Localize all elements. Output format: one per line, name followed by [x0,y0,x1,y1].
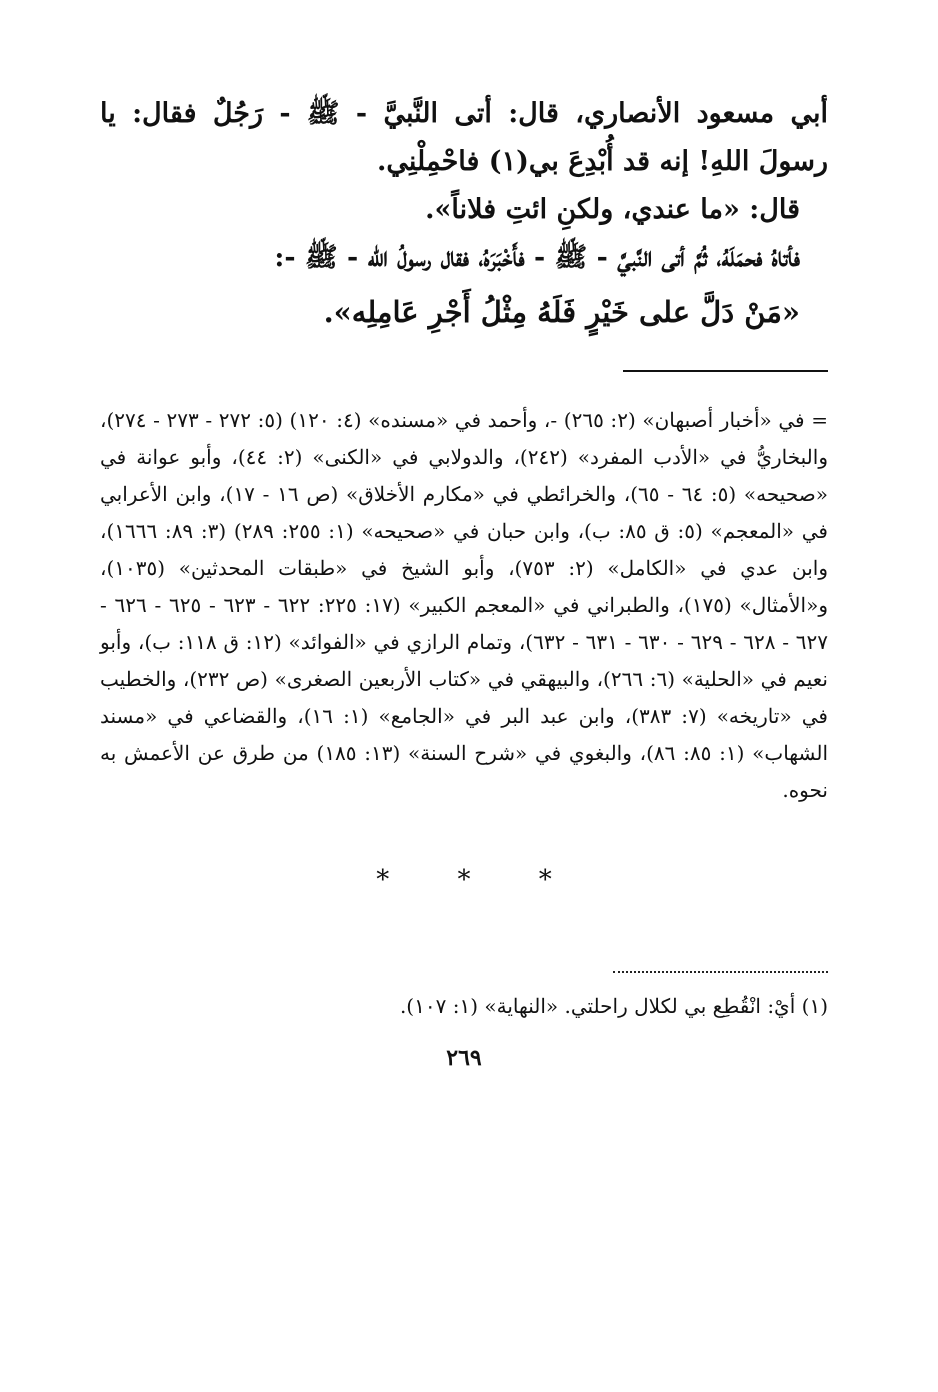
asterisk-icon: * [376,865,390,895]
hadith-intro-paragraph: أبي مسعود الأنصاري، قال: أتى النَّبيَّ - ﷺ - رَجُلٌ فقال: يا رسولَ اللهِ! إنه قد أُبْدِعَ بي(١) فاحْمِلْنِي. [100,98,828,177]
takhrij-footnote: = في «أخبار أصبهان» (٢: ٢٦٥) -، وأحمد في «مسنده» (٤: ١٢٠) (٥: ٢٧٢ - ٢٧٣ - ٢٧٤)، والبخاريُّ في «الأدب المفرد» (٢٤٢)، والدولابي في «الكنى» (٢: ٤٤)، وأبو عوانة في «صحيحه» (٥: ٦٤ - ٦٥)، والخرائطي في «مكارم الأخلاق» (ص ١٦ - ١٧)، وابن الأعرابي في «المعجم» (٥: ق ٨٥: ب)، وابن حبان في «صحيحه» (١: ٢٥٥: ٢٨٩) (٣: ٨٩: ١٦٦٦)، وابن عدي في «الكامل» (٢: ٧٥٣)، وأبو الشيخ في «طبقات المحدثين» (١٠٣٥)، و«الأمثال» (١٧٥)، والطبراني في «المعجم الكبير» (١٧: ٢٢٥: ٦٢٢ - ٦٢٣ - ٦٢٥ - ٦٢٦ - ٦٢٧ - ٦٢٨ - ٦٢٩ - ٦٣٠ - ٦٣١ - ٦٣٢)، وتمام الرازي في «الفوائد» (١٢: ق ١١٨: ب)، وأبو نعيم في «الحلية» (٦: ٢٦٦)، والبيهقي في «كتاب الأربعين الصغرى» (ص ٢٣٢)، والخطيب في «تاريخه» (٧: ٣٨٣)، وابن عبد البر في «الجامع» (١: ١٦)، والقضاعي في «مسند الشهاب» (١: ٨٥: ٨٦)، والبغوي في «شرح السنة» (١٣: ١٨٥) من طرق عن الأعمش به نحوه. [100,408,829,802]
hadith-text: «مَنْ دَلَّ على خَيْرٍ فَلَهُ مِثْلُ أَجْرِ عَامِلِه». [323,295,800,329]
asterisk-icon: * [538,865,552,895]
dotted-divider [613,971,828,973]
narration-paragraph: فأتاهُ فحمَلَهُ، ثُمَّ أتى النَّبيَّ - ﷺ - فأَخْبَرَهُ، فقال رسولُ الله - ﷺ -: [274,242,800,273]
page-number: ٢٦٩ [446,1045,482,1071]
book-page [100,90,828,1071]
asterisk-icon: * [457,865,471,895]
footnote-divider [623,370,828,372]
main-text [100,90,828,336]
footnote-1: (١) أيْ: انْقُطِع بي لكلال راحلتي. «النهاية» (١: ١٠٧). [399,994,828,1018]
section-separator [100,865,828,895]
reply-paragraph: قال: «ما عندي، ولكنِ ائتِ فلاناً». [425,194,800,225]
